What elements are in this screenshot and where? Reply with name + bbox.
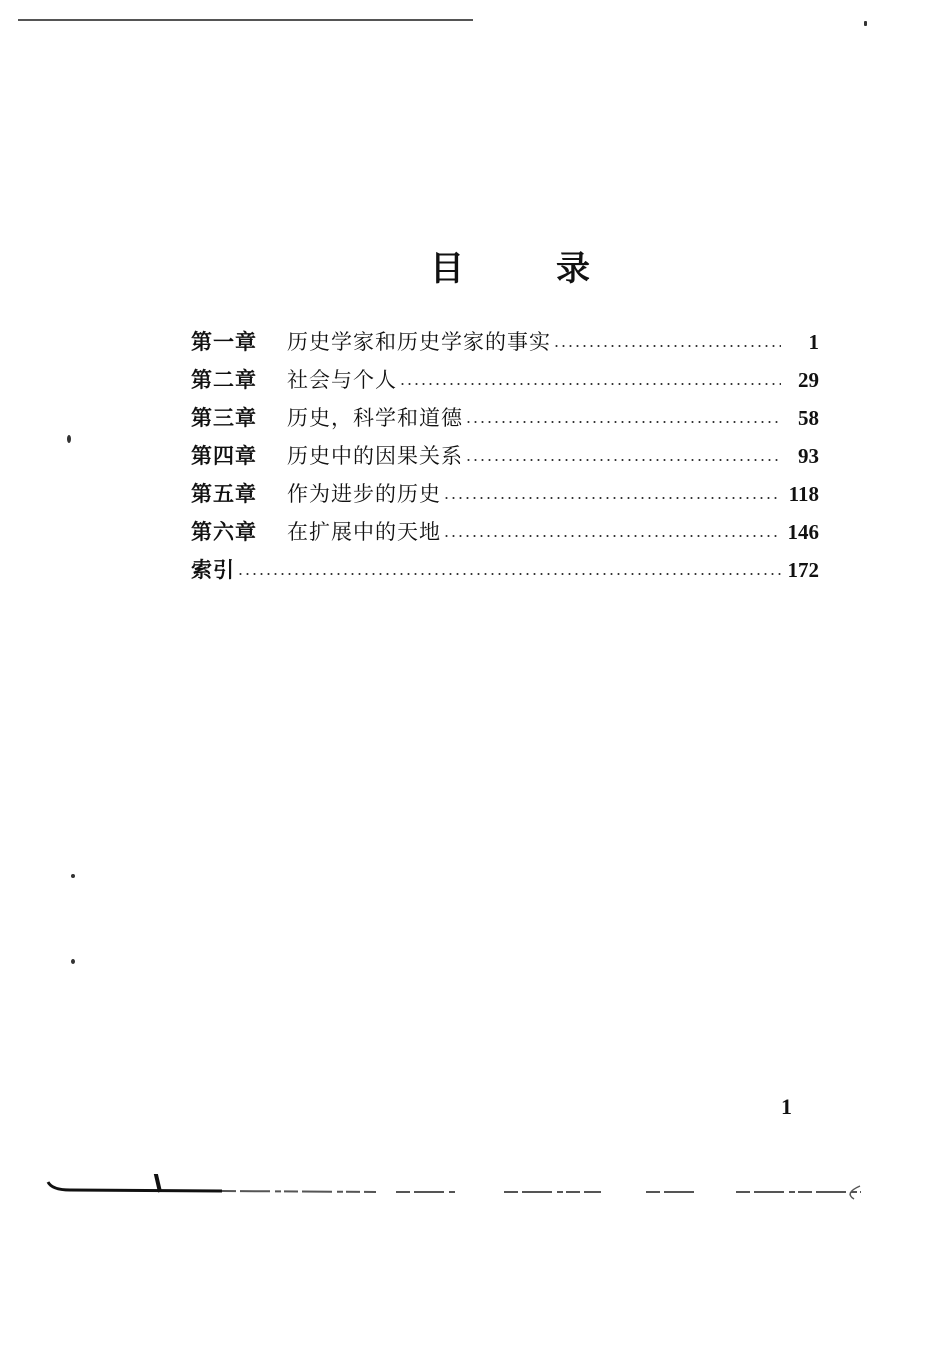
chapter-number: 第二章 (191, 367, 257, 392)
chapter-title: 历史，科学和道德 (287, 406, 463, 430)
chapter-number: 第四章 (191, 443, 257, 468)
dot-leader (443, 497, 781, 499)
title-right-character: 录 (556, 248, 590, 289)
title-left-character: 目 (430, 248, 464, 289)
page-number: 58 (798, 406, 819, 430)
dot-leader (465, 459, 781, 461)
toc-entry-chapter-3 (191, 399, 819, 437)
chapter-title: 历史学家和历史学家的事实 (287, 330, 551, 354)
chapter-title: 历史中的因果关系 (287, 444, 463, 468)
chapter-title: 社会与个人 (287, 368, 397, 392)
page-title (430, 243, 590, 287)
scan-broken-edge-line (222, 1191, 861, 1192)
page-number: 29 (798, 368, 819, 392)
dot-leader (237, 573, 781, 575)
chapter-number: 第五章 (191, 481, 257, 506)
chapter-title: 在扩展中的天地 (287, 520, 441, 544)
page-number: 93 (798, 444, 819, 468)
toc-entry-chapter-5 (191, 475, 819, 513)
chapter-number: 第三章 (191, 405, 257, 430)
toc-entry-chapter-4 (191, 437, 819, 475)
toc-entry-chapter-6 (191, 513, 819, 551)
bottom-scan-edge (46, 1174, 874, 1202)
dot-leader (465, 421, 781, 423)
page-number: 1 (808, 330, 819, 354)
table-of-contents (191, 323, 819, 589)
page-number: 146 (787, 520, 819, 544)
page-number: 118 (788, 482, 819, 506)
scan-dust-speck (67, 435, 71, 443)
top-scan-rule (18, 19, 473, 21)
index-title: 索引 (191, 557, 235, 582)
dot-leader (399, 383, 781, 385)
toc-entry-chapter-2 (191, 361, 819, 399)
scan-dust-speck (71, 874, 75, 878)
dot-leader (553, 345, 781, 347)
scan-dust-speck (864, 21, 867, 26)
toc-entry-index (191, 551, 819, 589)
scan-corner-line (48, 1182, 222, 1191)
chapter-title: 作为进步的历史 (287, 482, 441, 506)
dot-leader (443, 535, 781, 537)
chapter-number: 第六章 (191, 519, 257, 544)
chapter-number: 第一章 (191, 329, 257, 354)
folio-page-number: 1 (781, 1094, 792, 1119)
page-number: 172 (787, 558, 819, 582)
scan-dust-speck (71, 959, 75, 964)
toc-entry-chapter-1 (191, 323, 819, 361)
